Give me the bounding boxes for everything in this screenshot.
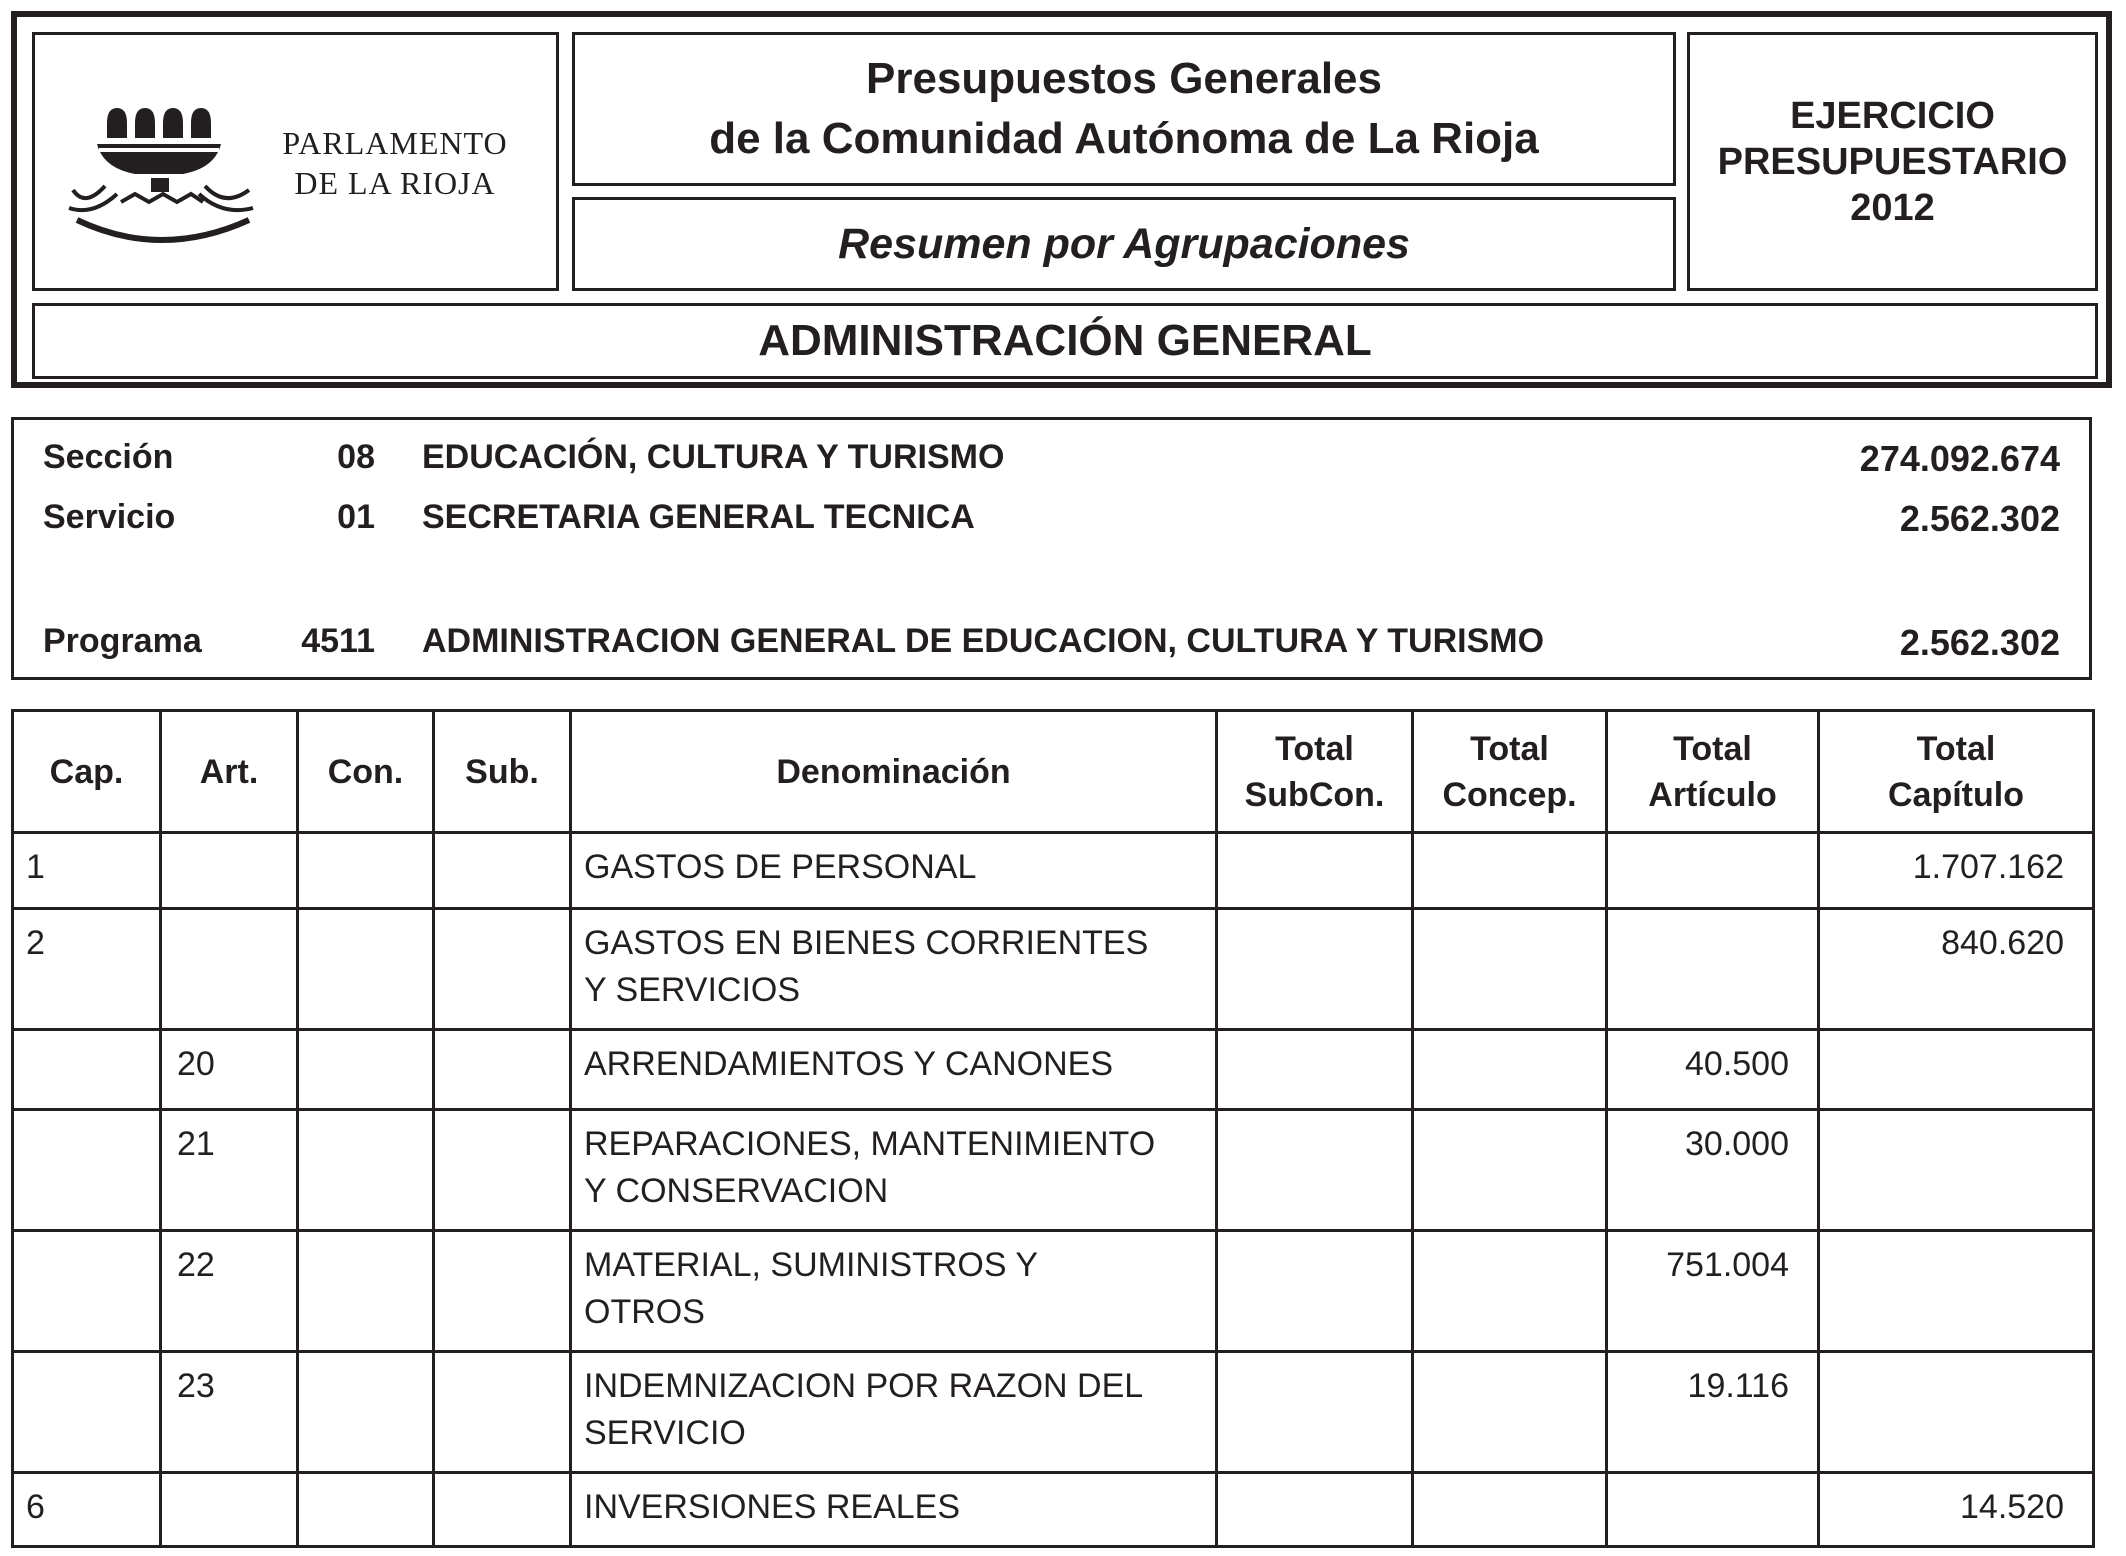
fiscal-year-line1: EJERCICIO: [1790, 94, 1995, 137]
parliament-name-line2: DE LA RIOJA: [294, 165, 496, 201]
cell-total-capitulo: [1819, 1030, 2094, 1110]
cell-total-concep: [1413, 1110, 1607, 1231]
parliament-emblem-icon: [65, 90, 265, 245]
table-row: [13, 1030, 2094, 1110]
seccion-row: [14, 438, 2089, 482]
cell-sub: [434, 1352, 571, 1473]
programa-amount: 2.562.302: [1899, 622, 2060, 663]
cell-con: [298, 833, 434, 909]
title-panel: [572, 32, 1676, 186]
cell-total-articulo: 19.116: [1607, 1352, 1819, 1473]
cell-total-subcon: [1217, 1352, 1413, 1473]
cell-con: [298, 1030, 434, 1110]
table-header-row: [13, 711, 2094, 833]
cell-total-capitulo: [1819, 1352, 2094, 1473]
cell-denominacion: [571, 1231, 1217, 1352]
table-row: [13, 1473, 2094, 1547]
denominacion-line2: Y SERVICIOS: [584, 971, 801, 1009]
cell-cap: 1: [13, 833, 161, 909]
programa-row: [14, 622, 2089, 666]
cell-denominacion: [571, 1473, 1217, 1547]
servicio-code: 01: [337, 498, 375, 536]
header-denominacion: Denominación: [571, 711, 1217, 833]
cell-total-subcon: [1217, 909, 1413, 1030]
seccion-label: Sección: [43, 438, 174, 476]
header-total-capitulo-line2: Capítulo: [1888, 775, 2024, 814]
cell-art: [161, 833, 298, 909]
category-title: ADMINISTRACIÓN GENERAL: [758, 316, 1372, 365]
table-row: [13, 833, 2094, 909]
cell-denominacion: [571, 1352, 1217, 1473]
cell-total-capitulo: [1819, 1231, 2094, 1352]
cell-total-capitulo: 14.520: [1819, 1473, 2094, 1547]
programa-name: ADMINISTRACION GENERAL DE EDUCACION, CULTURA Y TURISMO: [422, 622, 1545, 660]
denominacion-line1: MATERIAL, SUMINISTROS Y: [584, 1246, 1039, 1284]
table-row: [13, 1352, 2094, 1473]
cell-denominacion: [571, 909, 1217, 1030]
denominacion-line2: OTROS: [584, 1293, 705, 1331]
cell-art: [161, 1473, 298, 1547]
header-total-subcon: [1217, 711, 1413, 833]
header-total-articulo-line2: Artículo: [1648, 775, 1777, 814]
fiscal-year-panel: [1687, 32, 2098, 291]
programa-code: 4511: [301, 622, 375, 660]
cell-sub: [434, 1030, 571, 1110]
servicio-name: SECRETARIA GENERAL TECNICA: [422, 498, 975, 536]
cell-con: [298, 1473, 434, 1547]
cell-denominacion: [571, 1030, 1217, 1110]
parliament-name: [260, 123, 530, 203]
denominacion-line1: REPARACIONES, MANTENIMIENTO: [584, 1125, 1156, 1163]
cell-total-capitulo: [1819, 1110, 2094, 1231]
header-cap: Cap.: [13, 711, 161, 833]
header-total-articulo-line1: Total: [1673, 729, 1752, 768]
header-total-concep-line1: Total: [1470, 729, 1549, 768]
cell-total-concep: [1413, 1352, 1607, 1473]
cell-total-articulo: [1607, 1473, 1819, 1547]
header-art: Art.: [161, 711, 298, 833]
header-total-subcon-line2: SubCon.: [1244, 775, 1385, 814]
cell-total-articulo: 40.500: [1607, 1030, 1819, 1110]
cell-total-subcon: [1217, 1473, 1413, 1547]
fiscal-year-value: 2012: [1850, 186, 1935, 229]
cell-total-articulo: [1607, 909, 1819, 1030]
cell-total-articulo: [1607, 833, 1819, 909]
table-row: [13, 909, 2094, 1030]
cell-sub: [434, 1473, 571, 1547]
servicio-label: Servicio: [43, 498, 176, 536]
cell-total-articulo: 30.000: [1607, 1110, 1819, 1231]
header-con: Con.: [298, 711, 434, 833]
seccion-amount: 274.092.674: [1859, 438, 2060, 479]
cell-total-subcon: [1217, 833, 1413, 909]
category-band: [32, 303, 2098, 379]
cell-cap: 6: [13, 1473, 161, 1547]
cell-art: [161, 909, 298, 1030]
parliament-name-line1: PARLAMENTO: [282, 125, 508, 161]
header-total-concep: [1413, 711, 1607, 833]
header-total-articulo: [1607, 711, 1819, 833]
budget-table: [11, 709, 2095, 1548]
cell-con: [298, 909, 434, 1030]
cell-art: 23: [161, 1352, 298, 1473]
fiscal-year-line2: PRESUPUESTARIO: [1717, 140, 2068, 183]
cell-con: [298, 1352, 434, 1473]
seccion-name: EDUCACIÓN, CULTURA Y TURISMO: [422, 438, 1005, 476]
cell-sub: [434, 909, 571, 1030]
header-sub: Sub.: [434, 711, 571, 833]
denominacion-line1: ARRENDAMIENTOS Y CANONES: [584, 1045, 1114, 1083]
servicio-amount: 2.562.302: [1899, 498, 2060, 539]
title-line2: de la Comunidad Autónoma de La Rioja: [709, 114, 1539, 163]
subtitle-panel: [572, 197, 1676, 291]
denominacion-line1: GASTOS DE PERSONAL: [584, 848, 977, 886]
table-row: [13, 1231, 2094, 1352]
cell-cap: 2: [13, 909, 161, 1030]
cell-cap: [13, 1231, 161, 1352]
cell-sub: [434, 1110, 571, 1231]
title-line1: Presupuestos Generales: [865, 54, 1382, 103]
cell-con: [298, 1231, 434, 1352]
subtitle: Resumen por Agrupaciones: [838, 219, 1410, 268]
denominacion-line2: Y CONSERVACION: [584, 1172, 889, 1210]
cell-denominacion: [571, 1110, 1217, 1231]
seccion-code: 08: [337, 438, 375, 476]
cell-total-subcon: [1217, 1231, 1413, 1352]
budget-classification: [11, 417, 2092, 680]
cell-sub: [434, 833, 571, 909]
cell-total-subcon: [1217, 1030, 1413, 1110]
cell-total-capitulo: 840.620: [1819, 909, 2094, 1030]
cell-denominacion: [571, 833, 1217, 909]
cell-art: 22: [161, 1231, 298, 1352]
cell-total-concep: [1413, 1030, 1607, 1110]
header-total-capitulo-line1: Total: [1916, 729, 1996, 768]
programa-label: Programa: [43, 622, 202, 660]
cell-total-articulo: 751.004: [1607, 1231, 1819, 1352]
document-header: [11, 11, 2112, 388]
cell-total-concep: [1413, 1231, 1607, 1352]
cell-total-capitulo: 1.707.162: [1819, 833, 2094, 909]
cell-cap: [13, 1110, 161, 1231]
denominacion-line2: SERVICIO: [584, 1414, 746, 1452]
cell-cap: [13, 1030, 161, 1110]
denominacion-line1: INVERSIONES REALES: [584, 1488, 961, 1526]
cell-total-concep: [1413, 909, 1607, 1030]
cell-total-concep: [1413, 833, 1607, 909]
cell-sub: [434, 1231, 571, 1352]
header-total-concep-line2: Concep.: [1442, 775, 1577, 814]
cell-total-concep: [1413, 1473, 1607, 1547]
table-row: [13, 1110, 2094, 1231]
header-total-subcon-line1: Total: [1275, 729, 1354, 768]
header-total-capitulo: [1819, 711, 2094, 833]
cell-total-subcon: [1217, 1110, 1413, 1231]
denominacion-line1: GASTOS EN BIENES CORRIENTES: [584, 924, 1149, 962]
cell-con: [298, 1110, 434, 1231]
cell-cap: [13, 1352, 161, 1473]
cell-art: 20: [161, 1030, 298, 1110]
denominacion-line1: INDEMNIZACION POR RAZON DEL: [584, 1367, 1144, 1405]
cell-art: 21: [161, 1110, 298, 1231]
logo-panel: [32, 32, 559, 291]
servicio-row: [14, 498, 2089, 542]
